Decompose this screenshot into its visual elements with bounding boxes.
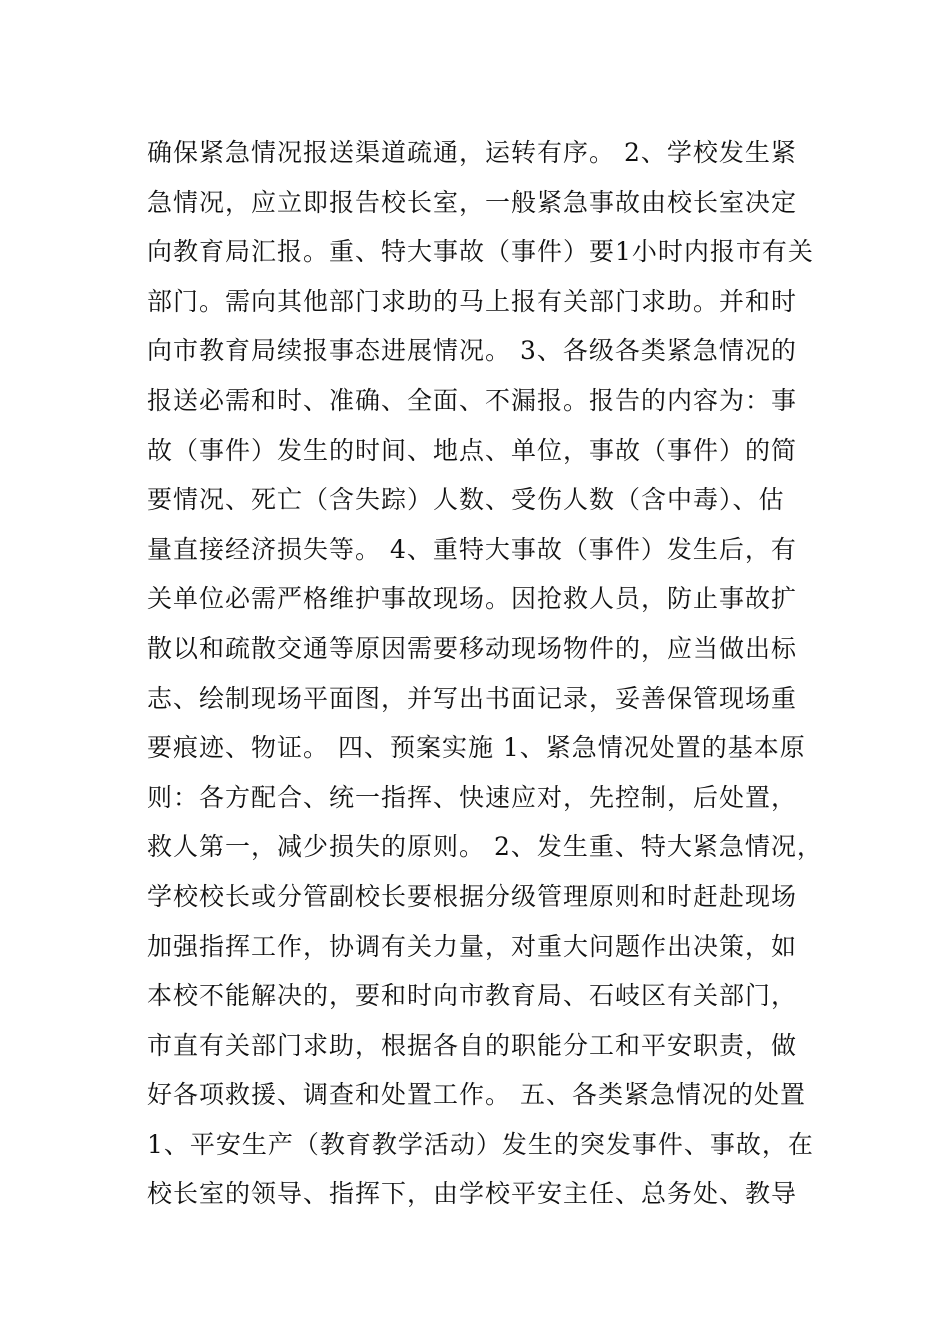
text-line-3: 向教育局汇报。重、特大事故（事件）要1小时内报市有关: [147, 237, 814, 267]
text-line-13: 要痕迹、物证。 四、预案实施 1、紧急情况处置的基本原: [147, 733, 806, 763]
text-line-4: 部门。需向其他部门求助的马上报有关部门求助。并和时: [147, 286, 798, 316]
text-line-21: 1、平安生产（教育教学活动）发生的突发事件、事故，在: [147, 1129, 814, 1159]
text-line-6: 报送必需和时、准确、全面、不漏报。报告的内容为：事: [147, 385, 798, 415]
text-line-16: 学校校长或分管副校长要根据分级管理原则和时赶赴现场: [147, 881, 798, 911]
text-line-7: 故（事件）发生的时间、地点、单位，事故（事件）的简: [147, 435, 798, 465]
text-line-8: 要情况、死亡（含失踪）人数、受伤人数（含中毒）、估: [147, 485, 785, 515]
text-line-22: 校长室的领导、指挥下，由学校平安主任、总务处、教导: [147, 1179, 798, 1209]
text-line-20: 好各项救援、调查和处置工作。 五、各类紧急情况的处置: [147, 1080, 806, 1110]
text-line-10: 关单位必需严格维护事故现场。因抢救人员，防止事故扩: [147, 584, 798, 614]
text-line-14: 则：各方配合、统一指挥、快速应对，先控制，后处置，: [147, 782, 798, 812]
text-line-11: 散以和疏散交通等原因需要移动现场物件的，应当做出标: [147, 633, 798, 663]
text-line-17: 加强指挥工作，协调有关力量，对重大问题作出决策，如: [147, 931, 798, 961]
text-line-19: 市直有关部门求助，根据各自的职能分工和平安职责，做: [147, 1030, 798, 1060]
text-line-12: 志、绘制现场平面图，并写出书面记录，妥善保管现场重: [147, 683, 798, 713]
text-line-2: 急情况，应立即报告校长室，一般紧急事故由校长室决定: [147, 187, 798, 217]
text-line-9: 量直接经济损失等。 4、重特大事故（事件）发生后，有: [147, 534, 797, 564]
text-line-15: 救人第一，减少损失的原则。 2、发生重、特大紧急情况，: [147, 832, 823, 862]
text-line-1: 确保紧急情况报送渠道疏通，运转有序。 2、学校发生紧: [147, 138, 797, 167]
body-text: [147, 128, 827, 1219]
text-line-18: 本校不能解决的，要和时向市教育局、石岐区有关部门，: [147, 981, 798, 1011]
text-line-5: 向市教育局续报事态进展情况。 3、各级各类紧急情况的: [147, 336, 797, 366]
